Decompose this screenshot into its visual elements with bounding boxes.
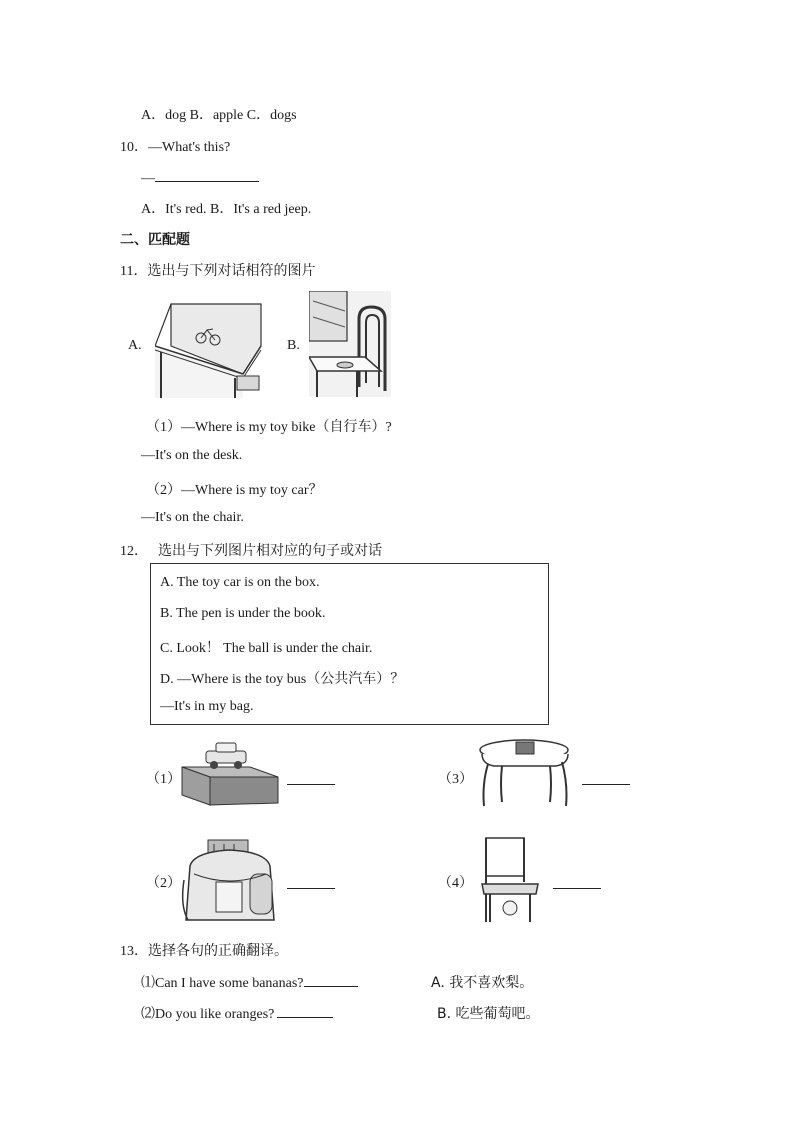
q12-item-4-blank[interactable]: [553, 874, 601, 889]
q13-sentence-1-blank[interactable]: [304, 972, 358, 987]
q11-dialog-1-answer: —It's on the desk.: [141, 448, 243, 463]
q12-item-2-label: （2）: [146, 876, 181, 891]
chair-with-car-image[interactable]: [309, 291, 391, 397]
q12-item-3-blank[interactable]: [582, 770, 630, 785]
q13-sentence-1: [141, 972, 358, 992]
q12-option-a: A. The toy car is on the box.: [160, 575, 320, 590]
q12-prompt: [120, 540, 382, 560]
q12-item-4-label: （4）: [438, 876, 473, 891]
q12-item-1-label: （1）: [146, 772, 181, 787]
q12-option-c: C. Look！ The ball is under the chair.: [160, 641, 373, 656]
q12-item-3-label: （3）: [438, 772, 473, 787]
q12-text: 选出与下列图片相对应的句子或对话: [158, 543, 382, 559]
desk-with-bike-image[interactable]: [155, 302, 263, 398]
q12-item-3-blank-wrap: [582, 770, 630, 790]
q11-dialog-1-question: （1）—Where is my toy bike（自行车）?: [146, 420, 392, 435]
q10-number: 10．: [120, 140, 148, 155]
q12-item-4-blank-wrap: [553, 874, 601, 894]
q11-option-b-label: B.: [287, 338, 300, 353]
q10-answer-prefix: —: [141, 171, 155, 186]
q11-dialog-2-question: （2）—Where is my toy car？: [146, 483, 323, 498]
q10-answer-line: [141, 167, 259, 187]
q10-text: —What's this?: [148, 140, 231, 155]
q12-option-b: B. The pen is under the book.: [160, 606, 326, 621]
q11-option-a-label: A.: [128, 338, 142, 353]
q13-option-b: B. 吃些葡萄吧。: [437, 1006, 540, 1022]
q12-item-2-blank-wrap: [287, 874, 335, 894]
q12-option-d-answer: —It's in my bag.: [160, 699, 254, 714]
toy-car-on-box-image: [180, 737, 280, 807]
q13-sentence-2-text: ⑵Do you like oranges?: [141, 1007, 275, 1022]
q11-text: 选出与下列对话相符的图片: [147, 263, 316, 279]
q12-item-1-blank-wrap: [287, 770, 335, 790]
q13-text: 选择各句的正确翻译。: [148, 943, 288, 959]
book-on-table-image: [472, 732, 576, 812]
q12-item-1-blank[interactable]: [287, 770, 335, 785]
ball-under-chair-image: [480, 836, 542, 924]
toy-bus-in-bag-image: [180, 836, 280, 926]
q12-options-box: [150, 563, 549, 725]
q10-options: A．It's red. B．It's a red jeep.: [141, 202, 312, 217]
q12-option-d: D. —Where is the toy bus（公共汽车）？: [160, 672, 405, 687]
q12-item-2-blank[interactable]: [287, 874, 335, 889]
q13-sentence-2: [141, 1003, 333, 1023]
q11-dialog-2-answer: —It's on the chair.: [141, 510, 244, 525]
q13-sentence-2-blank[interactable]: [277, 1003, 333, 1018]
q9-options: A．dog B．apple C．dogs: [141, 108, 297, 123]
q11-number: 11．: [120, 264, 148, 279]
q13-number: 13．: [120, 944, 148, 959]
q11-prompt: [120, 260, 315, 280]
q10-question: [120, 136, 230, 156]
q13-prompt: [120, 940, 288, 960]
q13-option-a: A. 我不喜欢梨。: [431, 975, 534, 991]
q13-sentence-1-text: ⑴Can I have some bananas?: [141, 976, 304, 991]
q12-number: 12．: [120, 544, 148, 559]
section-2-heading: 二、匹配题: [120, 232, 190, 248]
q10-answer-blank[interactable]: [155, 167, 259, 182]
